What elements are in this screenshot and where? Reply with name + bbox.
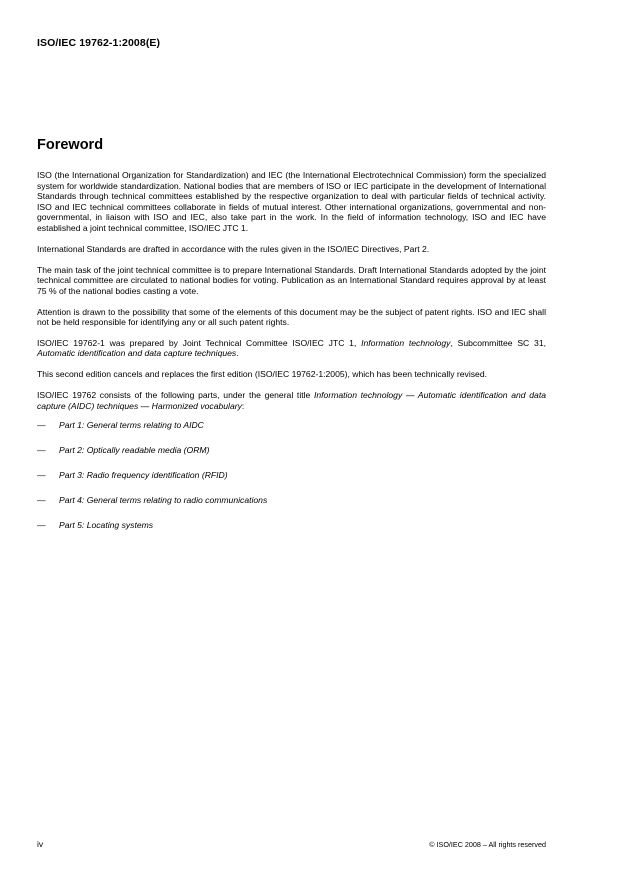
- list-dash: —: [37, 495, 46, 506]
- list-item: [37, 470, 546, 481]
- prepared-by-middle: , Subcommittee SC 31,: [450, 337, 546, 348]
- prepared-by-prefix: ISO/IEC 19762-1 was prepared by Joint Technical Committee ISO/IEC JTC 1,: [37, 337, 362, 348]
- list-item-text: Part 4: General terms relating to radio communications: [59, 495, 268, 506]
- list-dash: —: [37, 420, 46, 431]
- copyright-notice: © ISO/IEC 2008 – All rights reserved: [429, 840, 546, 849]
- page-number: iv: [37, 839, 44, 849]
- document-id-header: ISO/IEC 19762-1:2008(E): [37, 37, 161, 49]
- list-item-text: Part 5: Locating systems: [59, 520, 154, 531]
- prepared-by-italic-2: Automatic identification and data capture techniques: [37, 348, 237, 359]
- paragraph-prepared-by: [37, 338, 546, 359]
- paragraph-main-task: The main task of the joint technical committee is to prepare International Standards. Draft International Standards adopted by the joint technical committee are circulated to national bodies for voting. Publication as an International Standard requires approval by at least 75 % of the national bodies casting a vote.: [37, 264, 546, 296]
- parts-intro-prefix: ISO/IEC 19762 consists of the following parts, under the general title: [37, 390, 314, 401]
- list-dash: —: [37, 470, 46, 481]
- paragraph-parts-intro: [37, 390, 546, 411]
- paragraph-directives: International Standards are drafted in accordance with the rules given in the ISO/IEC Directives, Part 2.: [37, 243, 430, 254]
- list-item-text: Part 3: Radio frequency identification (RFID): [59, 470, 228, 481]
- page-title: Foreword: [37, 137, 104, 153]
- list-item: [37, 495, 546, 506]
- parts-list: [37, 420, 546, 531]
- list-dash: —: [37, 445, 46, 456]
- prepared-by-suffix: .: [236, 348, 239, 359]
- parts-intro-suffix: :: [241, 400, 245, 411]
- list-item-text: Part 1: General terms relating to AIDC: [59, 420, 204, 431]
- paragraph-edition: This second edition cancels and replaces the first edition (ISO/IEC 19762-1:2005), which has been technically revised.: [37, 369, 487, 380]
- prepared-by-italic-1: Information technology: [361, 337, 451, 348]
- list-item: [37, 420, 546, 431]
- list-item: [37, 520, 546, 531]
- list-item-text: Part 2: Optically readable media (ORM): [59, 445, 210, 456]
- parts-intro-italic: Information technology — Automatic identification and data capture (AIDC) techniques — Harmonized vocabulary: [37, 390, 546, 411]
- paragraph-organizations: ISO (the International Organization for Standardization) and IEC (the International Electrotechnical Commission) form the specialized system for worldwide standardization. National bodies that are members of ISO or IEC participate in the development of International Standards through technical committees established by the respective organization to deal with particular fields of technical activity. ISO and IEC technical committees collaborate in fields of mutual interest. Other international organizations, governmental and non-governmental, in liaison with ISO and IEC, also take part in the work. In the field of information technology, ISO and IEC have established a joint technical committee, ISO/IEC JTC 1.: [37, 170, 546, 233]
- foreword-body: [37, 170, 546, 545]
- paragraph-patent-rights: Attention is drawn to the possibility that some of the elements of this document may be the subject of patent rights. ISO and IEC shall not be held responsible for identifying any or all such patent rights.: [37, 306, 546, 328]
- list-dash: —: [37, 520, 46, 531]
- list-item: [37, 445, 546, 456]
